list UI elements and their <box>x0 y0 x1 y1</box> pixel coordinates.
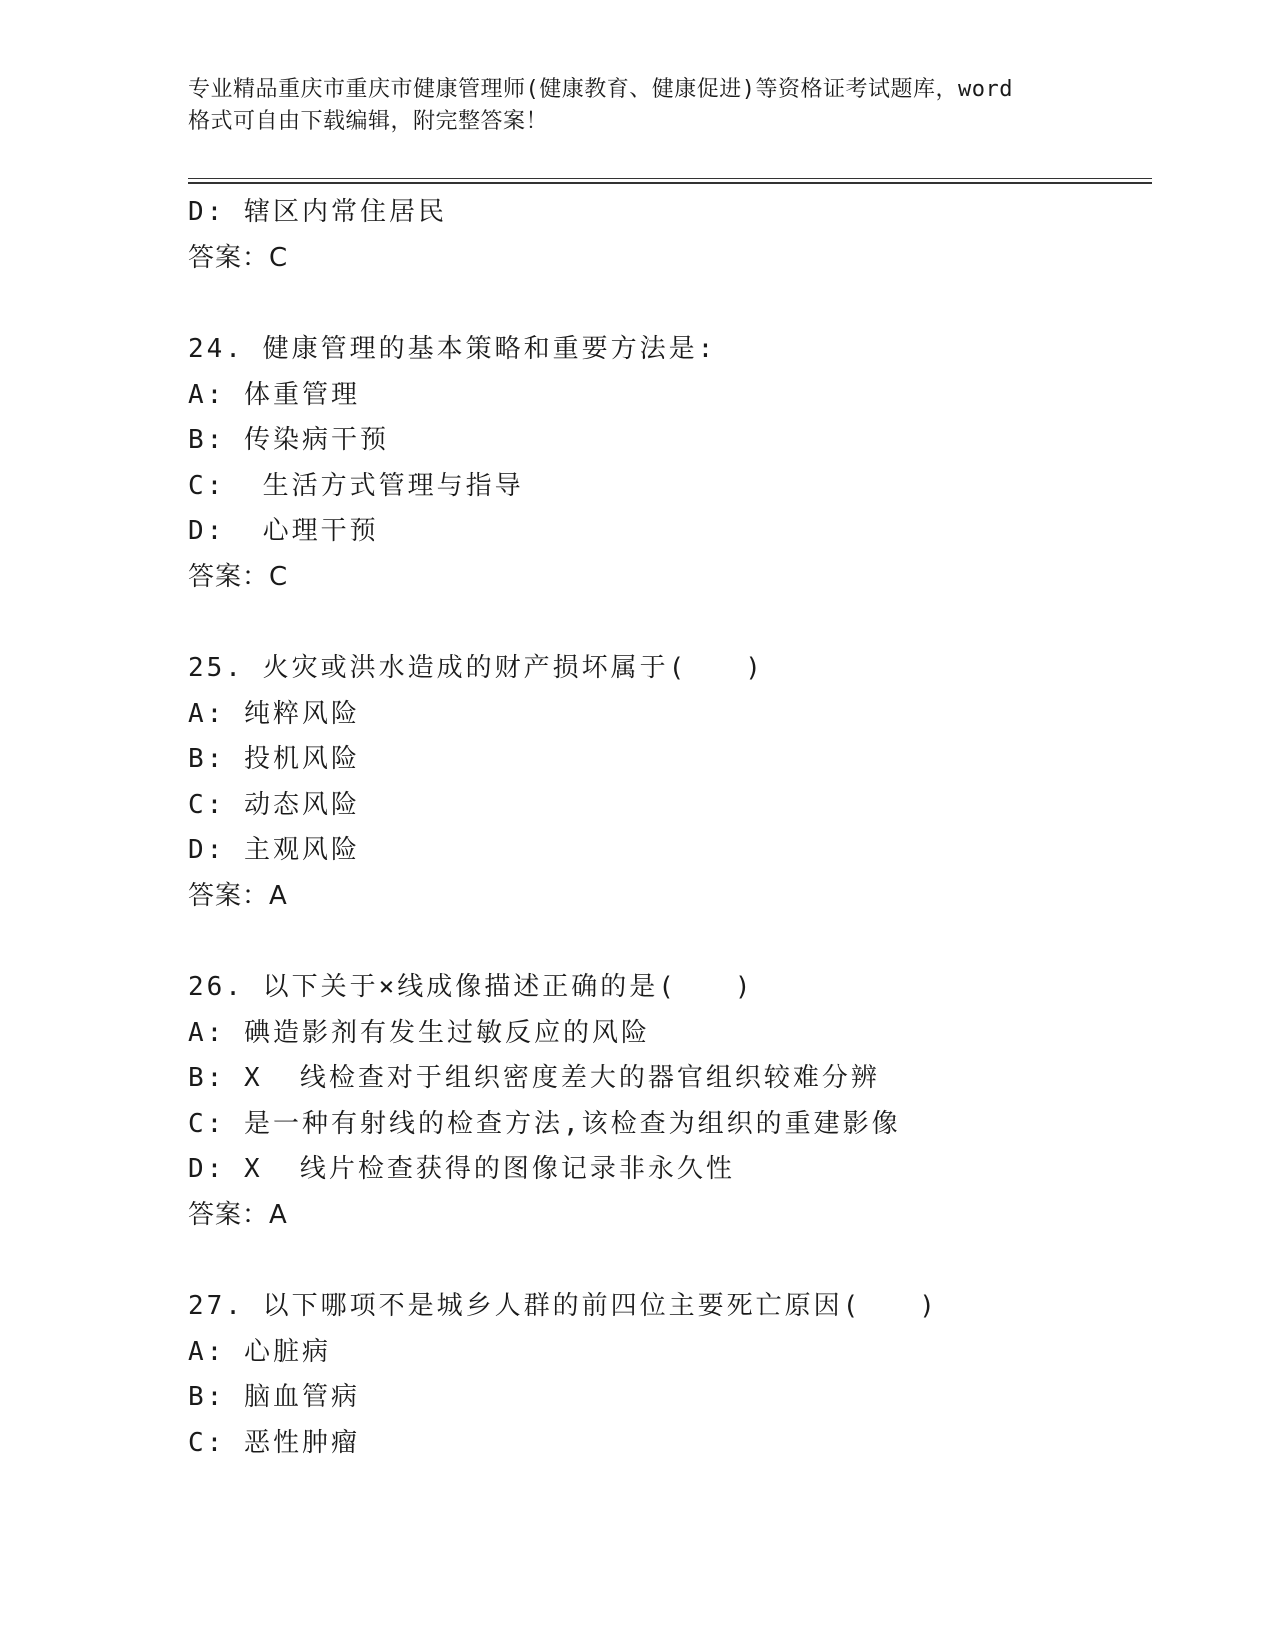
answer: 答案：A <box>188 1199 288 1230</box>
option-b: B: X 线检查对于组织密度差大的器官组织较难分辨 <box>188 1063 880 1093</box>
option-b: B: 传染病干预 <box>188 425 389 455</box>
header-line-1: 专业精品重庆市重庆市健康管理师(健康教育、健康促进)等资格证考试题库，word <box>188 77 1013 102</box>
document-header <box>188 74 1108 138</box>
question-stem: 27. 以下哪项不是城乡人群的前四位主要死亡原因( ) <box>188 1291 938 1321</box>
spacer <box>188 600 1152 646</box>
question-27 <box>188 1284 1152 1466</box>
header-line-2: 格式可自由下载编辑，附完整答案！ <box>188 109 549 134</box>
option-a: A: 碘造影剂有发生过敏反应的风险 <box>188 1017 650 1048</box>
header-divider-thick <box>188 182 1152 184</box>
question-stem: 26. 以下关于×线成像描述正确的是( ) <box>188 972 754 1002</box>
option-b: B: 投机风险 <box>188 744 360 774</box>
continuation-answer: 答案：C <box>188 242 289 273</box>
option-a: A: 纯粹风险 <box>188 698 360 729</box>
option-c: C: 恶性肿瘤 <box>188 1427 360 1458</box>
option-c: C: 动态风险 <box>188 789 360 820</box>
option-a: A: 体重管理 <box>188 379 360 410</box>
option-c: C: 是一种有射线的检查方法,该检查为组织的重建影像 <box>188 1108 901 1139</box>
answer: 答案：C <box>188 561 289 592</box>
option-d: D: 主观风险 <box>188 835 360 865</box>
question-24 <box>188 327 1152 600</box>
option-b: B: 脑血管病 <box>188 1382 360 1412</box>
spacer <box>188 1238 1152 1284</box>
question-stem: 25. 火灾或洪水造成的财产损坏属于( ) <box>188 653 764 683</box>
option-d: D: X 线片检查获得的图像记录非永久性 <box>188 1154 735 1184</box>
question-stem: 24. 健康管理的基本策略和重要方法是: <box>188 334 717 364</box>
option-c: C: 生活方式管理与指导 <box>188 470 524 501</box>
continuation-option-d: D: 辖区内常住居民 <box>188 197 447 227</box>
question-26 <box>188 965 1152 1238</box>
answer: 答案：A <box>188 880 288 911</box>
header-divider-thin <box>188 178 1152 179</box>
option-d: D: 心理干预 <box>188 516 379 546</box>
option-a: A: 心脏病 <box>188 1336 331 1367</box>
spacer <box>188 919 1152 965</box>
document-body <box>188 190 1152 1466</box>
spacer <box>188 281 1152 327</box>
question-25 <box>188 646 1152 919</box>
